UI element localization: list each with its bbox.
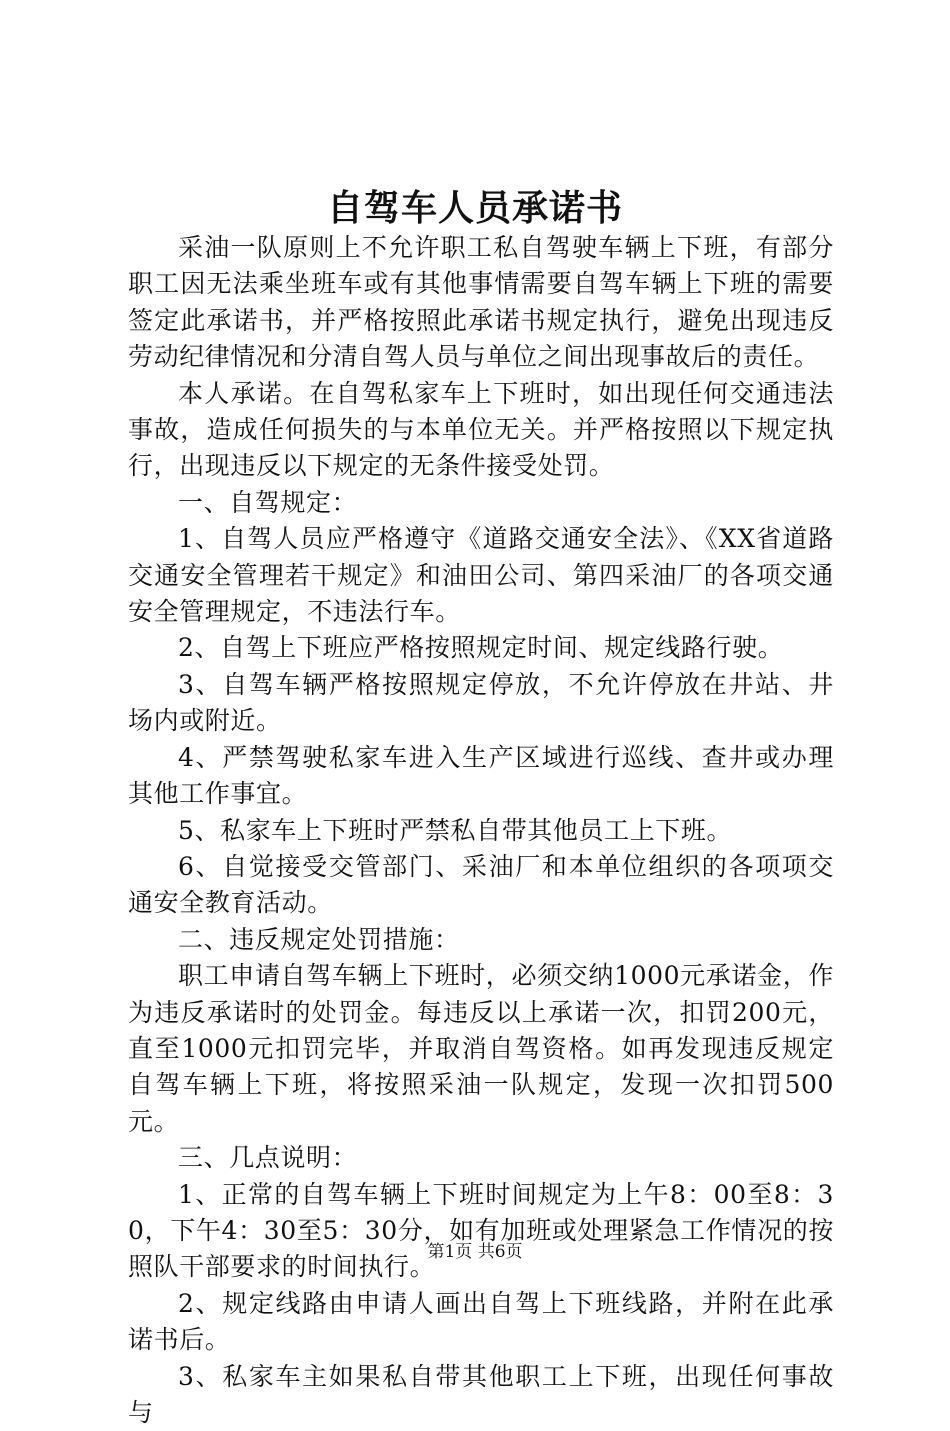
section-heading-penalties: 二、违反规定处罚措施： <box>178 924 460 954</box>
rule-item-6: 6、自觉接受交管部门、采油厂和本单位组织的各项项交通安全教育活动。 <box>128 851 834 918</box>
note-item-3: 3、私家车主如果私自带其他职工上下班，出现任何事故与 <box>128 1361 834 1427</box>
document-title: 自驾车人员承诺书 <box>326 187 623 229</box>
note-item-2: 2、规定线路由申请人画出自驾上下班线路，并附在此承诺书后。 <box>128 1288 834 1355</box>
intro-paragraph: 采油一队原则上不允许职工私自驾驶车辆上下班，有部分职工因无法乘坐班车或有其他事情需要自驾车辆上下班的需要签定此承诺书，并严格按照此承诺书规定执行，避免出现违反劳动纪律情况和分清自驾人员与单位之间出现事故后的责任。 <box>128 233 834 372</box>
rule-item-1: 1、自驾人员应严格遵守《道路交通安全法》、《XX省道路交通安全管理若干规定》和油田公司、第四采油厂的各项交通安全管理规定，不违法行车。 <box>128 524 834 627</box>
page-footer: 第1页 共6页 <box>427 1242 523 1262</box>
rule-item-4: 4、严禁驾驶私家车进入生产区域进行巡线、查井或办理其他工作事宜。 <box>128 742 834 809</box>
rule-item-5: 5、私家车上下班时严禁私自带其他员工上下班。 <box>178 815 733 845</box>
rule-item-2: 2、自驾上下班应严格按照规定时间、规定线路行驶。 <box>178 633 784 663</box>
commitment-paragraph: 本人承诺。在自驾私家车上下班时，如出现任何交通违法事故，造成任何损失的与本单位无关。并严格按照以下规定执行，出现违反以下规定的无条件接受处罚。 <box>128 378 834 481</box>
penalty-paragraph: 职工申请自驾车辆上下班时，必须交纳1000元承诺金，作为违反承诺时的处罚金。每违反以上承诺一次，扣罚200元，直至1000元扣罚完毕，并取消自驾资格。如再发现违反规定自驾车辆上下班，将按照采油一队规定，发现一次扣罚500元。 <box>128 961 834 1136</box>
rule-item-3: 3、自驾车辆严格按照规定停放，不允许停放在井站、井场内或附近。 <box>128 669 834 736</box>
section-heading-driving-rules: 一、自驾规定： <box>178 487 358 517</box>
section-heading-notes: 三、几点说明： <box>178 1143 358 1173</box>
note-item-1: 1、正常的自驾车辆上下班时间规定为上午8：00至8：30，下午4：30至5：30分，如有加班或处理紧急工作情况的按照队干部要求的时间执行。 <box>128 1179 834 1282</box>
